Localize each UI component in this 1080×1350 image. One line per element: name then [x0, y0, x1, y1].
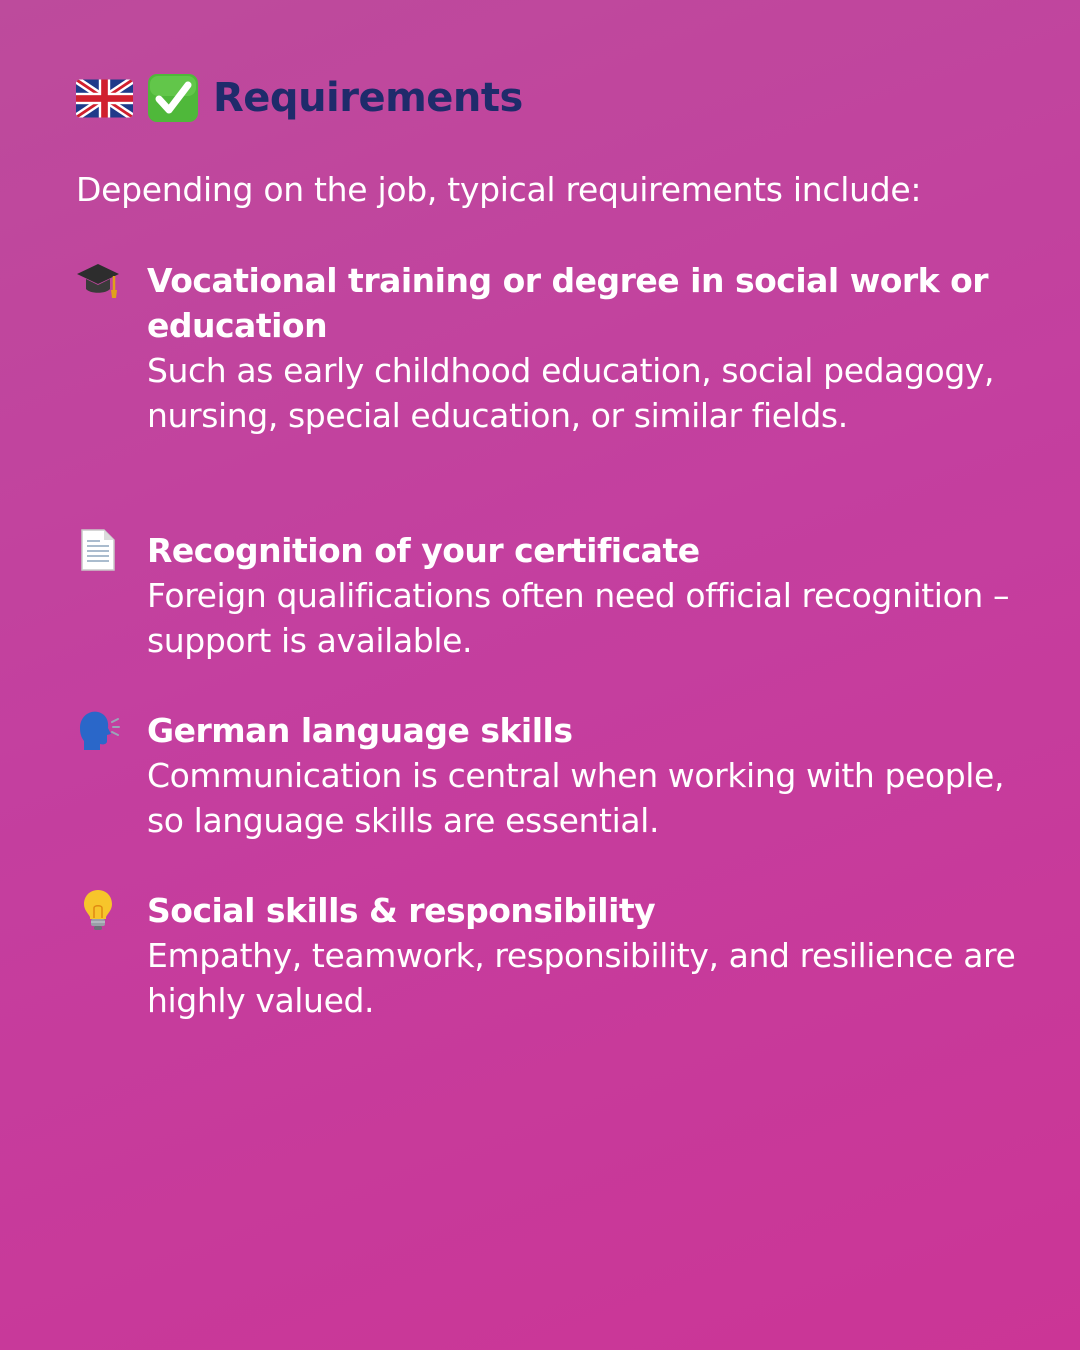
header [76, 70, 523, 126]
item-title: Vocational training or degree in social work or education [147, 261, 989, 345]
item-title: German language skills [147, 711, 573, 750]
item-text [147, 708, 1027, 843]
check-mark-button-icon [147, 73, 199, 123]
item-description: Empathy, teamwork, responsibility, and resilience are highly valued. [147, 936, 1016, 1020]
item-description: Such as early childhood education, social pedagogy, nursing, special education, or similar fields. [147, 351, 995, 435]
item-text [147, 528, 1027, 663]
item-title: Recognition of your certificate [147, 531, 700, 570]
graduation-cap-icon [76, 258, 120, 302]
item-description: Foreign qualifications often need official recognition – support is available. [147, 576, 1010, 660]
item-text [147, 888, 1027, 1023]
speaking-head-icon [76, 708, 120, 752]
item-title: Social skills & responsibility [147, 891, 656, 930]
uk-flag-icon [76, 79, 133, 118]
document-icon [76, 528, 120, 572]
intro-text: Depending on the job, typical requirements include: [76, 170, 922, 209]
light-bulb-icon [76, 888, 120, 932]
page-title: Requirements [213, 75, 523, 121]
item-text [147, 258, 1027, 438]
item-description: Communication is central when working with people, so language skills are essential. [147, 756, 1005, 840]
